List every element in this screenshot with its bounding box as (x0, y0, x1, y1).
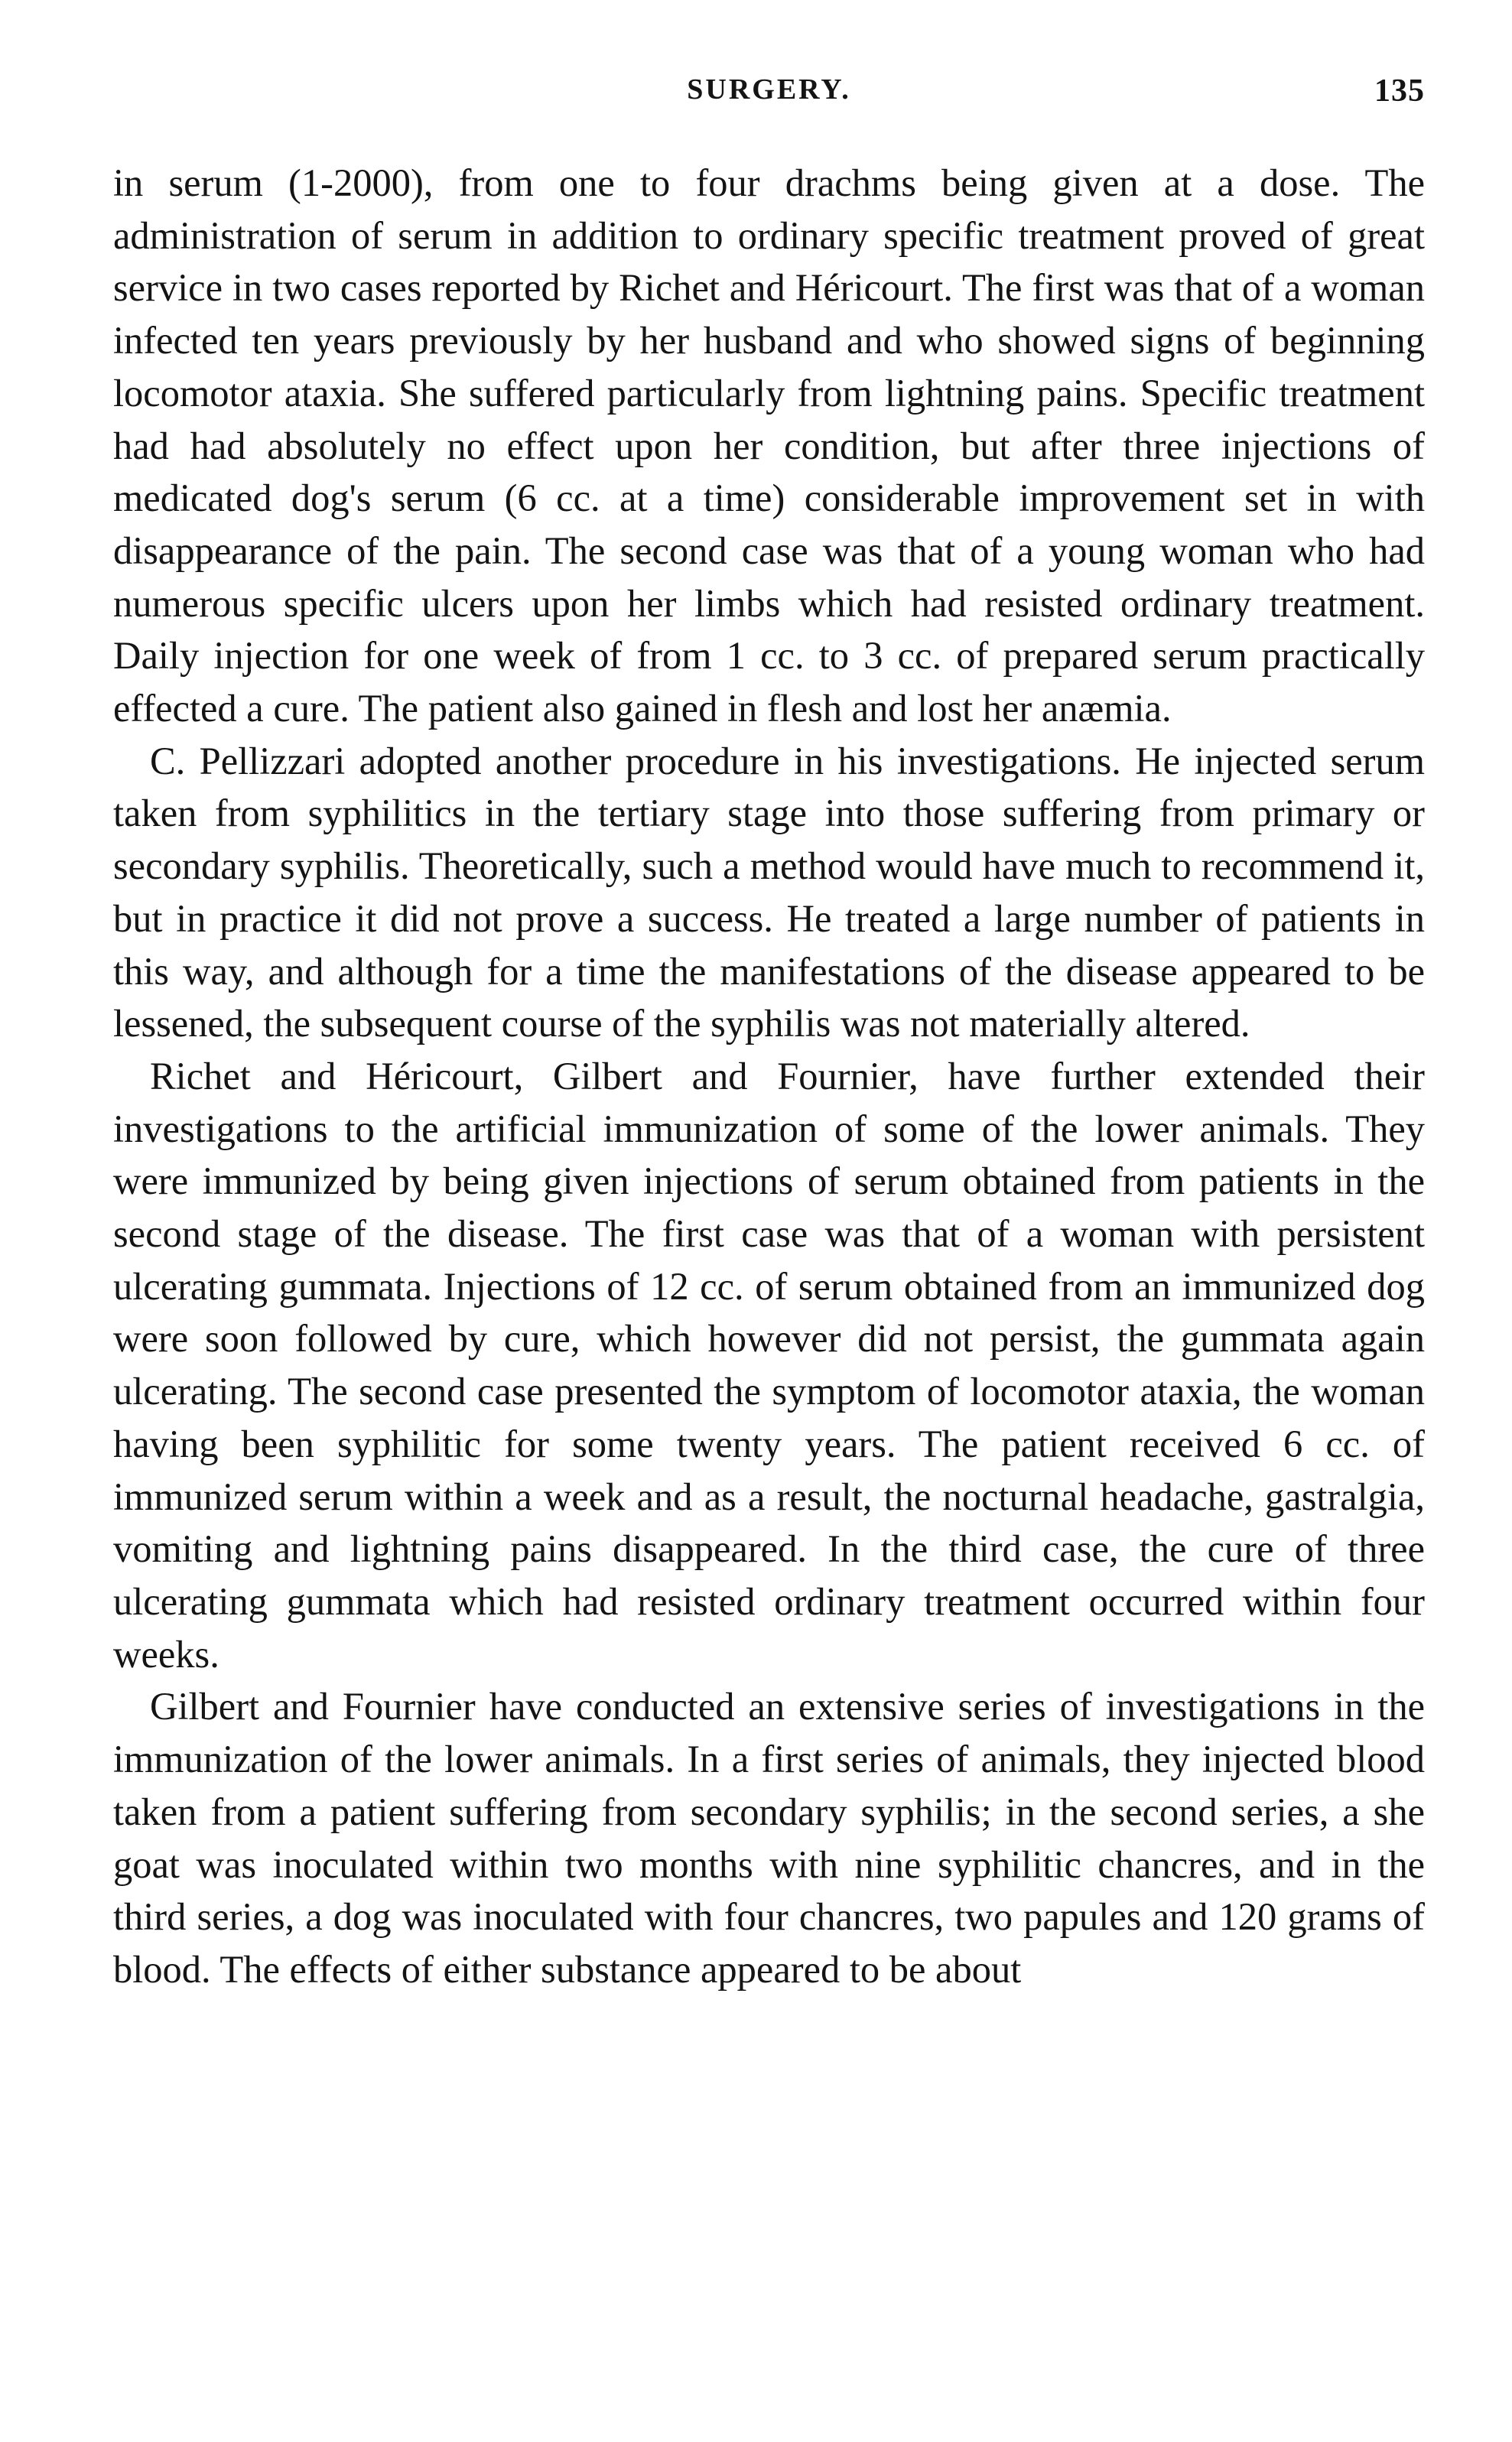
page-number: 135 (1374, 73, 1425, 109)
paragraph-continued: in serum (1-2000), from one to four drachms being given at a dose. The administration of serum in addition to ordinary specific treatment proved of great service in two cases reported by Richet and Héricourt. The first was that of a woman infected ten years previously by her husband and who showed signs of beginning locomotor ataxia. She suffered particularly from lightning pains. Specific treatment had had absolutely no effect upon her condition, but after three injections of medicated dog's serum (6 cc. at a time) considerable improvement set in with disappearance of the pain. The second case was that of a young woman who had numerous specific ulcers upon her limbs which had resisted ordinary treatment. Daily injection for one week of from 1 cc. to 3 cc. of prepared serum practically effected a cure. The patient also gained in flesh and lost her anæmia. (113, 161, 1425, 730)
body-text (113, 157, 1425, 1996)
running-head-title: SURGERY. (687, 73, 851, 106)
paragraph-richet-hericourt: Richet and Héricourt, Gilbert and Fournier, have further extended their investigations to the artificial immunization of some of the lower animals. They were immunized by being given injections of serum obtained from patients in the second stage of the disease. The first case was that of a woman with persistent ulcerating gummata. Injections of 12 cc. of serum obtained from an immunized dog were soon followed by cure, which however did not persist, the gummata again ulcerating. The second case presented the symptom of locomotor ataxia, the woman having been syphilitic for some twenty years. The patient received 6 cc. of immunized serum within a week and as a result, the nocturnal headache, gastralgia, vomiting and lightning pains disappeared. In the third case, the cure of three ulcerating gummata which had resisted ordinary treatment occurred within four weeks. (113, 1054, 1425, 1676)
running-head (113, 73, 1425, 119)
book-page (113, 73, 1425, 1996)
paragraph-gilbert-fournier: Gilbert and Fournier have conducted an extensive series of investigations in the immunization of the lower animals. In a first series of animals, they injected blood taken from a patient suffering from secondary syphilis; in the second series, a she goat was inoculated within two months with nine syphilitic chancres, and in the third series, a dog was inoculated with four chancres, two papules and 120 grams of blood. The effects of either substance appeared to be about (113, 1685, 1425, 1991)
paragraph-pellizzari: C. Pellizzari adopted another procedure in his investigations. He injected serum taken from syphilitics in the tertiary stage into those suffering from primary or secondary syphilis. Theoretically, such a method would have much to recommend it, but in practice it did not prove a success. He treated a large number of patients in this way, and although for a time the manifestations of the disease appeared to be lessened, the subsequent course of the syphilis was not materially altered. (113, 739, 1425, 1045)
